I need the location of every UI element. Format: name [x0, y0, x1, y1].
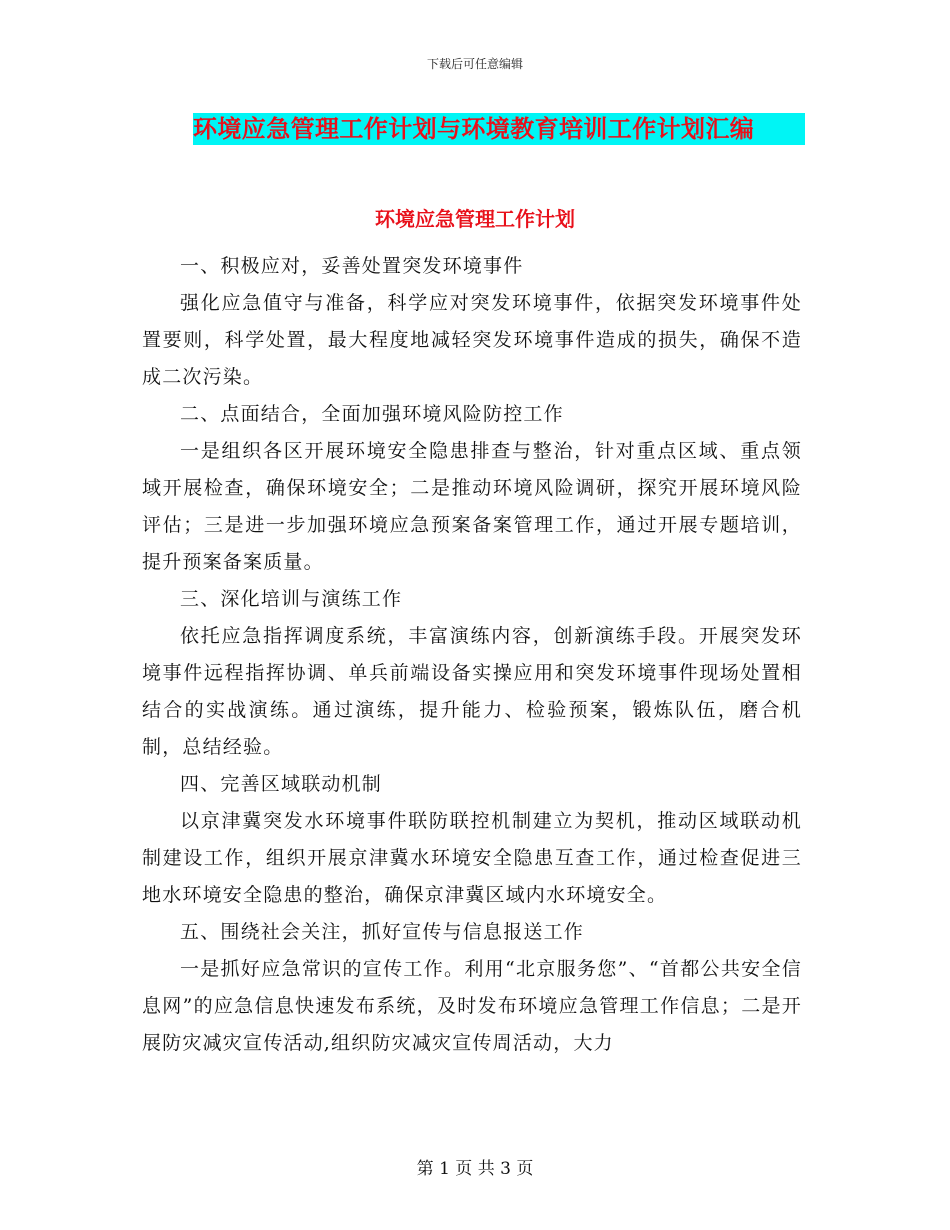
heading-5: 五、围绕社会关注，抓好宣传与信息报送工作: [180, 921, 585, 943]
paragraph-1: 强化应急值守与准备，科学应对突发环境事件，依据突发环境事件处置要则，科学处置，最大程度地减轻突发环境事件造成的损失，确保不造成二次污染。: [142, 292, 802, 388]
page-footer: 第 1 页 共 3 页: [416, 1159, 534, 1179]
paragraph-5: 一是抓好应急常识的宣传工作。利用“北京服务您”、“首都公共安全信息网”的应急信息快速发布系统，及时发布环境应急管理工作信息；二是开展防灾减灾宣传活动,组织防灾减灾宣传周活动，大力: [142, 958, 802, 1054]
document-title: 环境应急管理工作计划与环境教育培训工作计划汇编: [193, 113, 805, 145]
section-title: 环境应急管理工作计划: [375, 207, 575, 231]
heading-1: 一、积极应对，妥善处置突发环境事件: [180, 255, 524, 277]
heading-4: 四、完善区域联动机制: [180, 773, 383, 795]
header-note: 下载后可任意编辑: [426, 57, 523, 71]
heading-3: 三、深化培训与演练工作: [180, 588, 403, 610]
paragraph-3: 依托应急指挥调度系统，丰富演练内容，创新演练手段。开展突发环境事件远程指挥协调、单兵前端设备实操应用和突发环境事件现场处置相结合的实战演练。通过演练，提升能力、检验预案，锻炼队伍，磨合机制，总结经验。: [142, 625, 802, 758]
document-body: [142, 248, 802, 1062]
paragraph-2: 一是组织各区开展环境安全隐患排查与整治，针对重点区域、重点领域开展检查，确保环境安全；二是推动环境风险调研，探究开展环境风险评估；三是进一步加强环境应急预案备案管理工作，通过开展专题培训，提升预案备案质量。: [142, 440, 802, 573]
heading-2: 二、点面结合，全面加强环境风险防控工作: [180, 403, 564, 425]
paragraph-4: 以京津冀突发水环境事件联防联控机制建立为契机，推动区域联动机制建设工作，组织开展京津冀水环境安全隐患互查工作，通过检查促进三地水环境安全隐患的整治，确保京津冀区域内水环境安全。: [142, 810, 802, 906]
